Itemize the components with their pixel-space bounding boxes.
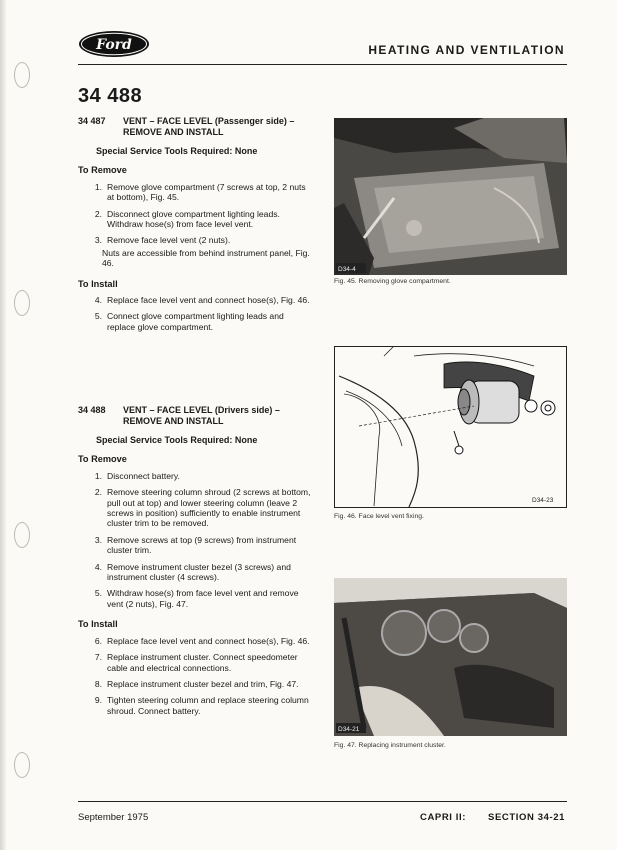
remove-heading: To Remove [78,454,127,465]
step: 4. Replace face level vent and connect hose(s), Fig. 46. [94,295,310,306]
step: 9. Tighten steering column and replace steering column shroud. Connect battery. [94,695,309,716]
step: 1. Remove glove compartment (7 screws at top, 2 nuts at bottom), Fig. 45. [94,181,306,203]
figure-45-photo [334,118,567,275]
procedure-title: VENT – FACE LEVEL (Passenger side) – REMOVE AND INSTALL [123,116,295,137]
procedure-heading [78,116,314,138]
step: 3. Remove face level vent (2 nuts). [94,235,231,246]
figure-46-drawing [334,346,567,508]
install-heading: To Install [78,619,118,630]
figure-47-caption: Fig. 47. Replacing instrument cluster. [334,742,446,749]
special-tools-note: Special Service Tools Required: None [96,146,258,156]
install-heading: To Install [78,278,118,289]
special-tools-note: Special Service Tools Required: None [96,435,258,445]
procedure-title: VENT – FACE LEVEL (Drivers side) – REMOVE AND INSTALL [123,405,280,426]
svg-text:D34-4: D34-4 [338,266,356,273]
step: 7. Replace instrument cluster. Connect speedometer cable and electrical connections. [94,652,298,673]
procedure-34487 [78,116,314,338]
step: 2. Disconnect glove compartment lighting leads. Withdraw hose(s) from face level vent. [94,208,280,230]
figure-47-photo [334,578,567,736]
step: 1. Disconnect battery. [94,470,180,481]
procedure-number: 34 488 [78,405,106,415]
punch-hole [14,752,30,778]
step-note: Nuts are accessible from behind instrument panel, Fig. 46. [102,247,310,269]
binding-edge [0,0,6,850]
figure-46-caption: Fig. 46. Face level vent fixing. [334,513,424,520]
footer-rule [78,801,567,802]
footer-model: CAPRI II: [419,812,467,823]
footer-section [420,812,565,823]
punch-hole [14,522,30,548]
procedure-34488 [78,405,314,722]
punch-hole [14,62,30,88]
procedure-heading [78,405,314,427]
svg-text:D34-21: D34-21 [338,726,360,733]
procedure-number: 34 487 [78,116,106,126]
remove-heading: To Remove [78,165,127,176]
svg-text:D34-23: D34-23 [532,497,554,504]
step: 6. Replace face level vent and connect hose(s), Fig. 46. [94,635,310,646]
section-number: 34 488 [78,85,143,107]
header-title: HEATING AND VENTILATION [368,43,565,57]
step: 3. Remove screws at top (9 screws) from instrument cluster trim. [94,534,297,556]
step: 8. Replace instrument cluster bezel and trim, Fig. 47. [94,678,299,689]
figure-45-caption: Fig. 45. Removing glove compartment. [334,278,451,285]
step: 2. Remove steering column shroud (2 screws at bottom, pull out at top) and lower steering column (leave 2 screws in position) sufficiently to enable instrument cluster trim to be removed. [94,487,311,529]
footer-date: September 1975 [78,812,149,823]
ford-logo [78,30,150,58]
svg-text:Ford: Ford [96,37,132,53]
footer-section-number: SECTION 34-21 [488,812,565,823]
header-rule [78,64,567,65]
step: 5. Withdraw hose(s) from face level vent and remove vent (2 nuts), Fig. 47. [94,588,299,609]
punch-hole [14,290,30,316]
step: 5. Connect glove compartment lighting leads and replace glove compartment. [94,311,284,332]
step: 4. Remove instrument cluster bezel (3 screws) and instrument cluster (4 screws). [94,561,291,583]
